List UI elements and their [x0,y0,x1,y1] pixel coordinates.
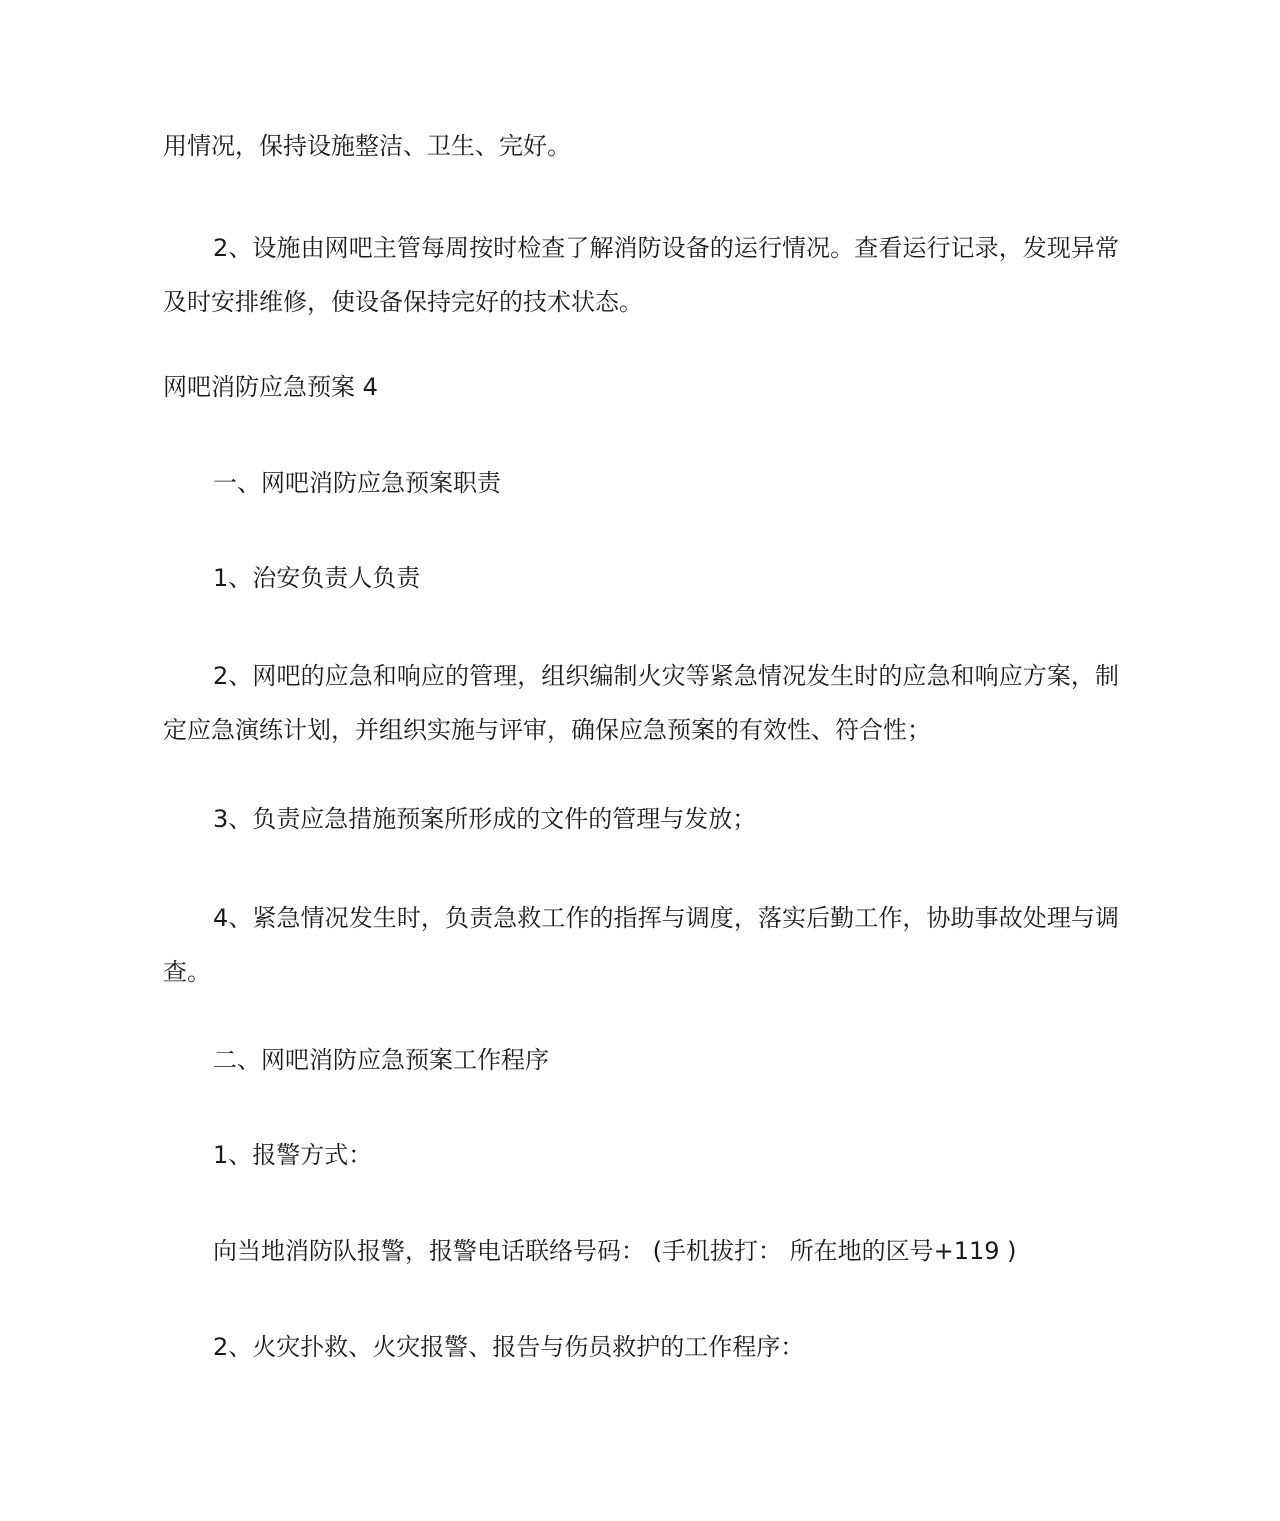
subheading-responsibilities: 一、网吧消防应急预案职责 [213,469,501,497]
procedure-item-2: 2、火灾扑救、火灾报警、报告与伤员救护的工作程序： [213,1333,805,1361]
list-item-4: 4、紧急情况发生时，负责急救工作的指挥与调度，落实后勤工作，协助事故处理与调查。 [163,904,1119,986]
list-item-1: 1、治安负责人负责 [213,564,421,592]
subheading-procedures: 二、网吧消防应急预案工作程序 [213,1046,549,1074]
list-item-2: 2、网吧的应急和响应的管理，组织编制火灾等紧急情况发生时的应急和响应方案，制定应急演练计划，并组织实施与评审，确保应急预案的有效性、符合性； [163,662,1119,744]
section-heading: 网吧消防应急预案 4 [163,373,378,401]
list-item-3: 3、负责应急措施预案所形成的文件的管理与发放； [213,805,757,833]
alarm-phone-line: 向当地消防队报警，报警电话联络号码： (手机拔打： 所在地的区号+119 ) [213,1237,1017,1265]
paragraph-facility-inspection: 2、设施由网吧主管每周按时检查了解消防设备的运行情况。查看运行记录，发现异常及时安排维修，使设备保持完好的技术状态。 [163,234,1119,316]
paragraph-continuation: 用情况，保持设施整洁、卫生、完好。 [163,132,571,160]
procedure-item-1: 1、报警方式： [213,1141,373,1169]
